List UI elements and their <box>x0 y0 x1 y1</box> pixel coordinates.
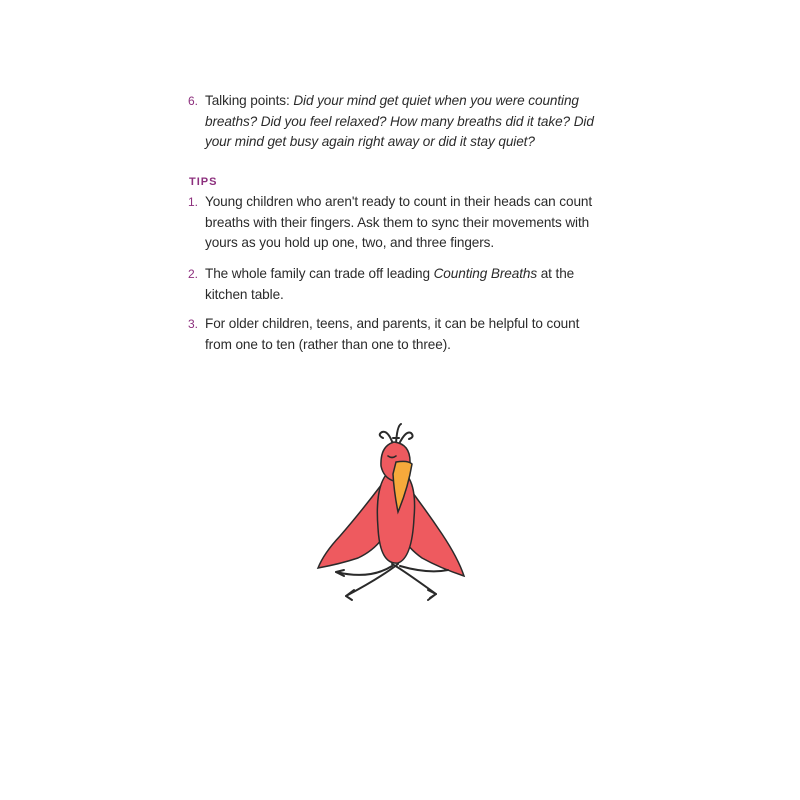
tip-item <box>188 264 598 305</box>
step-lead: Talking points: <box>205 93 294 108</box>
tip-number: 3. <box>188 317 198 331</box>
tip-text <box>205 264 598 305</box>
tip-title-italic: Counting Breaths <box>433 266 538 281</box>
step-number: 6. <box>188 94 198 108</box>
talking-points: Did your mind get quiet when you were counting breaths? Did you feel relaxed? How many breaths did it take? Did your mind get busy again right away or did it stay quiet? <box>205 93 594 149</box>
crest <box>380 424 413 444</box>
crossed-legs <box>336 564 448 600</box>
tip-text-before: The whole family can trade off leading <box>205 266 434 281</box>
tip-item <box>188 314 598 355</box>
tip-text-after: at the kitchen table. <box>205 266 575 302</box>
tip-number: 2. <box>188 267 198 281</box>
step-text <box>205 91 598 153</box>
tip-number: 1. <box>188 195 198 209</box>
tip-text: For older children, teens, and parents, it can be helpful to count from one to ten (rather than one to three). <box>205 316 580 352</box>
tip-item <box>188 192 598 254</box>
left-wing <box>318 484 384 568</box>
tips-heading: TIPS <box>189 176 218 188</box>
tip-text: Young children who aren't ready to count in their heads can count breaths with their fingers. Ask them to sync their movements with yours as you hold up one, two, and three fingers. <box>205 194 593 250</box>
meditating-bird-icon <box>300 418 480 608</box>
step-item <box>188 91 598 153</box>
